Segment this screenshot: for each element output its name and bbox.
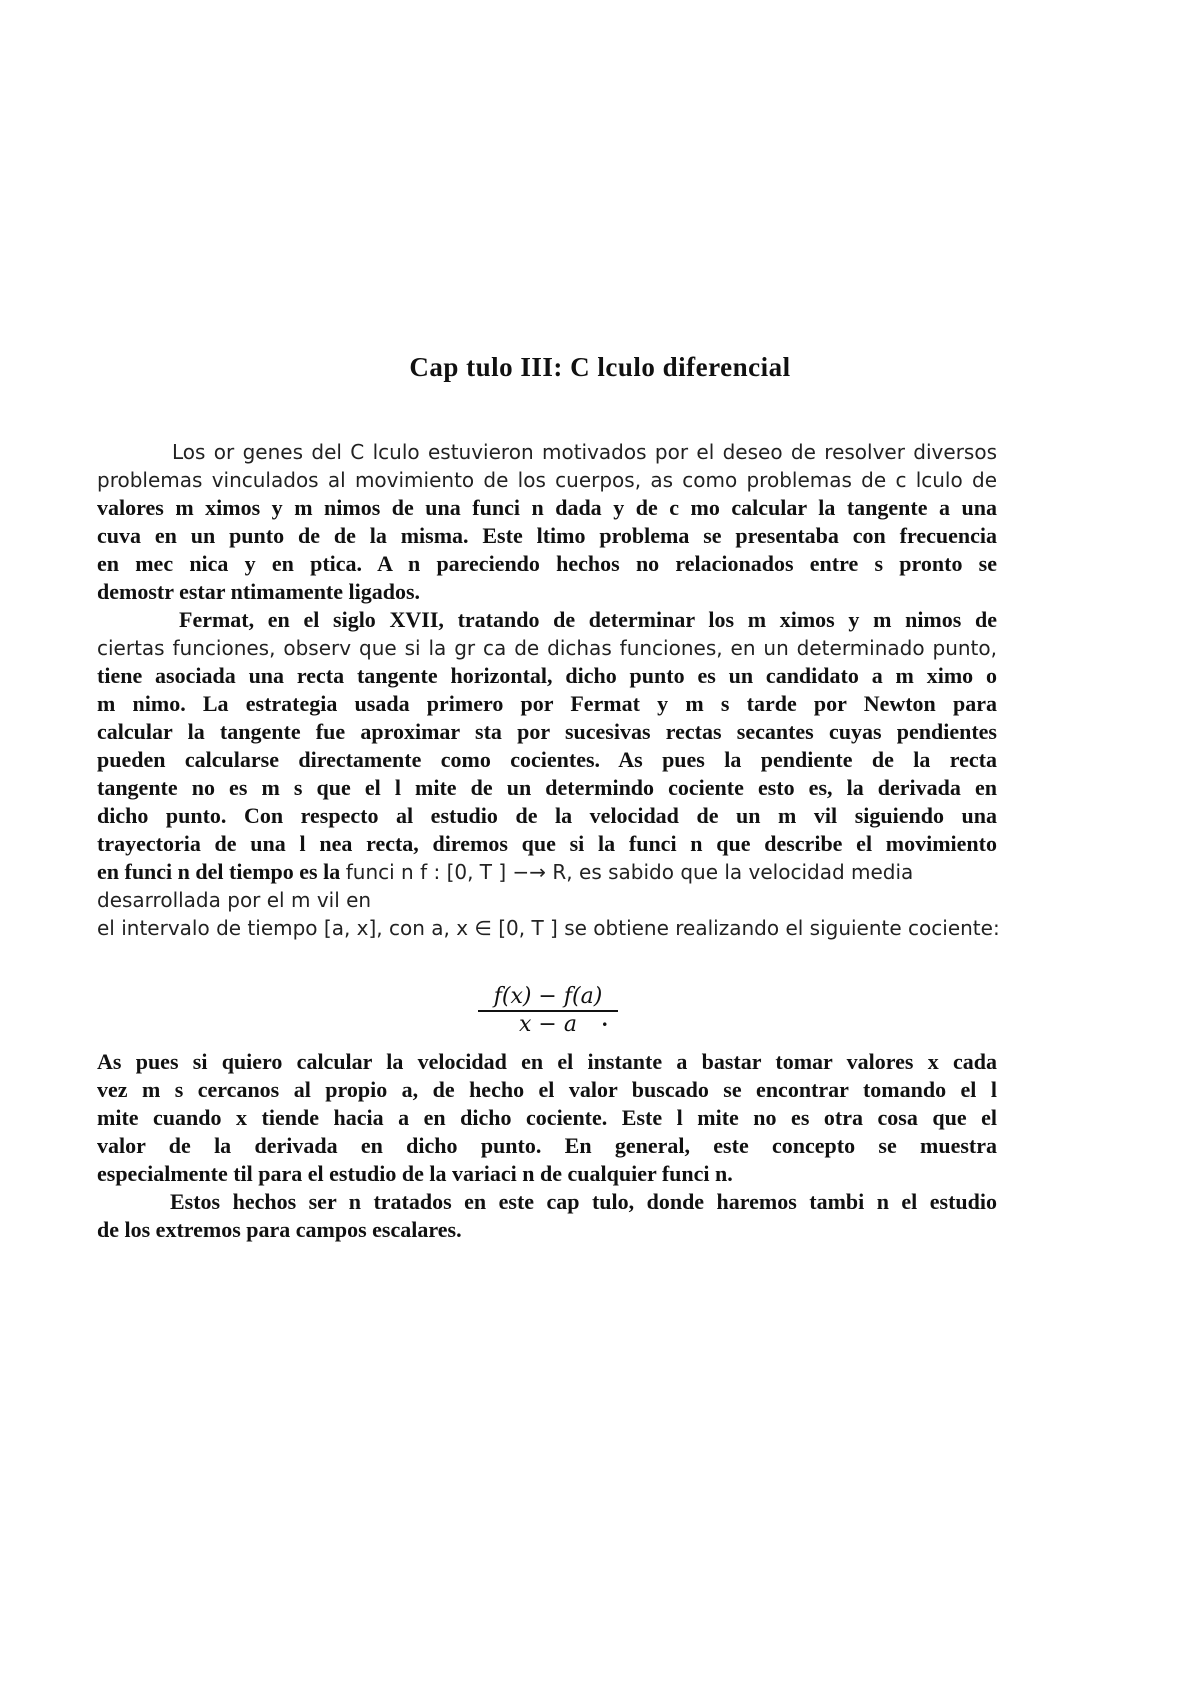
- paragraph-line: calcular la tangente fue aproximar sta por sucesivas rectas secantes cuyas pendientes: [97, 719, 997, 744]
- paragraph-line: Los or genes del C lculo estuvieron motivados por el deseo de resolver diversos: [172, 440, 997, 464]
- paragraph-line: en mec nica y en ptica. A n pareciendo hechos no relacionados entre s pronto se: [97, 551, 997, 576]
- paragraph-line: vez m s cercanos al propio a, de hecho el valor buscado se encontrar tomando el l: [97, 1077, 997, 1102]
- paragraph-line: demostr estar ntimamente ligados.: [97, 579, 421, 604]
- paragraph-line: de los extremos para campos escalares.: [97, 1217, 462, 1242]
- fraction-denominator: x − a: [519, 1012, 577, 1037]
- paragraph-line: Estos hechos ser n tratados en este cap tulo, donde haremos tambi n el estudio: [170, 1189, 997, 1214]
- paragraph-line: ciertas funciones, observ que si la gr ca de dichas funciones, en un determinado punto,: [97, 636, 997, 660]
- velocity-fraction: [478, 984, 618, 1037]
- paragraph-line: tiene asociada una recta tangente horizontal, dicho punto es un candidato a m ximo o: [97, 663, 997, 688]
- paragraph-line: m nimo. La estrategia usada primero por Fermat y m s tarde por Newton para: [97, 691, 997, 716]
- paragraph-line: valores m ximos y m nimos de una funci n dada y de c mo calcular la tangente a una: [97, 495, 997, 520]
- paragraph-line: dicho punto. Con respecto al estudio de la velocidad de un m vil siguiendo una: [97, 803, 997, 828]
- paragraph-line: valor de la derivada en dicho punto. En general, este concepto se muestra: [97, 1133, 997, 1158]
- paragraph-line: especialmente til para el estudio de la variaci n de cualquier funci n.: [97, 1161, 733, 1186]
- chapter-title: Cap tulo III: C lculo diferencial: [409, 352, 791, 382]
- paragraph-line: As pues si quiero calcular la velocidad en el instante a bastar tomar valores x cada: [97, 1049, 997, 1074]
- paragraph-line: Fermat, en el siglo XVII, tratando de determinar los m ximos y m nimos de: [179, 607, 997, 632]
- fraction-period: .: [602, 1006, 608, 1031]
- fraction-numerator: f(x) − f(a): [478, 984, 618, 1012]
- line-bold-part: en funci n del tiempo es la: [97, 859, 346, 884]
- line-normal-part: funci n f : [0, T ] −→ R, es sabido que la velocidad media: [345, 860, 914, 884]
- paragraph-line: tangente no es m s que el l mite de un determindo cociente esto es, la derivada en: [97, 775, 997, 800]
- paragraph-line-mixed: [97, 858, 997, 886]
- paragraph-line: desarrollada por el m vil en: [97, 888, 372, 912]
- paragraph-line: el intervalo de tiempo [a, x], con a, x ∈ [0, T ] se obtiene realizando el siguiente cociente:: [97, 916, 1000, 940]
- paragraph-line: problemas vinculados al movimiento de los cuerpos, as como problemas de c lculo de: [97, 468, 997, 492]
- paragraph-line: mite cuando x tiende hacia a en dicho cociente. Este l mite no es otra cosa que el: [97, 1105, 997, 1130]
- paragraph-line: cuva en un punto de de la misma. Este ltimo problema se presentaba con frecuencia: [97, 523, 997, 548]
- paragraph-line: trayectoria de una l nea recta, diremos que si la funci n que describe el movimiento: [97, 831, 997, 856]
- paragraph-line: pueden calcularse directamente como cocientes. As pues la pendiente de la recta: [97, 747, 997, 772]
